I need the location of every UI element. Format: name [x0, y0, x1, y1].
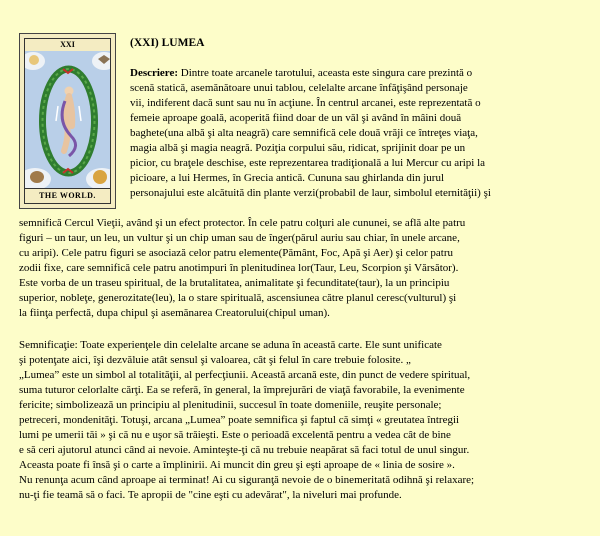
meaning-line: „Lumea” este un simbol al totalităţii, al perfecţiunii. Această arcană este, din punct de vedere spiritual,	[19, 369, 471, 381]
description-side-block	[130, 66, 585, 201]
meaning-line: lumi pe umerii tăi » şi că nu e uşor să trăieşti. Este o perioadă excelentă pentru a vedea cât de bine	[19, 429, 451, 441]
description-line: picior, cu braţele deschise, este reprezentarea tradiţională a lui Mercur cu aripi la	[130, 157, 486, 169]
card-frame	[24, 38, 111, 204]
angel-face-icon	[29, 55, 39, 65]
description-line: femeie aproape goală, acoperită fiind doar de un văl şi având în mâini două	[130, 112, 462, 124]
description-first-line	[130, 66, 585, 81]
description-line: zodii fixe, care semnifică cele patru anotimpuri în plenitudinea lor(Taur, Leu, Scorpion şi Vărsător).	[19, 262, 459, 274]
tarot-card-image	[19, 33, 116, 209]
description-first-line-text: Dintre toate arcanele tarotului, aceasta este singura care prezintă o	[178, 67, 473, 79]
bull-icon	[30, 171, 44, 183]
meaning-line: petreceri, mondenităţi. Totuşi, arcana „Lumea” poate semnifica şi faptul că simţi « greutatea întregii	[19, 414, 460, 426]
description-line: figuri – un taur, un leu, un vultur şi un chip uman sau de înger(părul auriu sau chiar, în unele arcane,	[19, 232, 460, 244]
meaning-line: şi potenţate aici, îşi dezvăluie atât sensul şi valoarea, cât şi felul în care trebuie folosite. „	[19, 354, 411, 366]
description-line: magia albă şi magia neagră. Poziţia corpului său, ridicat, sprijinit doar pe un	[130, 142, 466, 154]
meaning-line: nu-ţi fie teamă să o faci. Te apropii de "cine eşti cu adevărat", la niveluri mai profunde.	[19, 489, 402, 501]
meaning-line: e să ceri ajutorul atunci când ai nevoie. Aminteşte-ţi că nu trebuie neapărat să faci totul de unul singur.	[19, 444, 470, 456]
description-line: picioare, a lui Hermes, în Grecia antică. Cununa sau ghirlanda din jurul	[130, 172, 445, 184]
description-label: Descriere:	[130, 67, 179, 79]
world-illustration	[25, 51, 111, 191]
description-line: scenă statică, asemănătoare unui tablou, celelalte arcane înfăţişând personaje	[130, 82, 468, 94]
description-line: cu aripi). Cele patru figuri se asociază celor patru elemente(Pământ, Foc, Apă şi Aer) şi celor patru	[19, 247, 454, 259]
description-line: Este vorba de un traseu spiritual, de la brutalitatea, animalitate şi fecunditate(taur), la un principiu	[19, 277, 450, 289]
meaning-line: suma tuturor celorlalte cărţi. Ea se referă, în general, la împrejurări de viaţă favorabile, la evenimente	[19, 384, 465, 396]
description-line: baghete(una albă şi alta neagră) care semnifică cele două vrăji ce întreţes viaţa,	[130, 127, 478, 139]
description-line: vii, indiferent dacă sunt sau nu în acţiune. În centrul arcanei, este reprezentată o	[130, 97, 481, 109]
card-numeral: XXI	[25, 39, 110, 52]
card-name: THE WORLD.	[25, 188, 110, 203]
description-line: la fiinţa perfectă, dupa chipul şi asemănarea Creatorului(chipul uman).	[19, 307, 330, 319]
description-line: personajului este alcătuită din plante verzi(probabil de laur, simbolul eternităţii) şi	[130, 187, 491, 199]
description-line: superior, nobleţe, generozitate(leu), la o stare spirituală, ascensiunea către planul ceresc(vulturul) şi	[19, 292, 457, 304]
meaning-line: Semnificaţie: Toate experienţele din celelalte arcane se aduna în această carte. Ele sunt unificate	[19, 339, 442, 351]
meaning-line: Nu renunţa acum când aproape ai terminat! Ai cu siguranţă nevoie de o binemeritată odihnă şi relaxare;	[19, 474, 475, 486]
description-full-block	[19, 216, 589, 321]
description-line: semnifică Cercul Vieţii, având şi un efect protector. În cele patru colţuri ale cununei, se află alte patru	[19, 217, 466, 229]
meaning-block	[19, 338, 589, 503]
meaning-line: fericite; simbolizează un principiu al plenitudinii, succesul în toate domeniile, reuşite personale;	[19, 399, 442, 411]
lion-icon	[93, 170, 107, 184]
page-title: (XXI) LUMEA	[130, 37, 205, 49]
meaning-line: Aceasta poate fi însă şi o carte a împlinirii. Ai muncit din greu şi eşti aproape de « linia de sosire ».	[19, 459, 455, 471]
